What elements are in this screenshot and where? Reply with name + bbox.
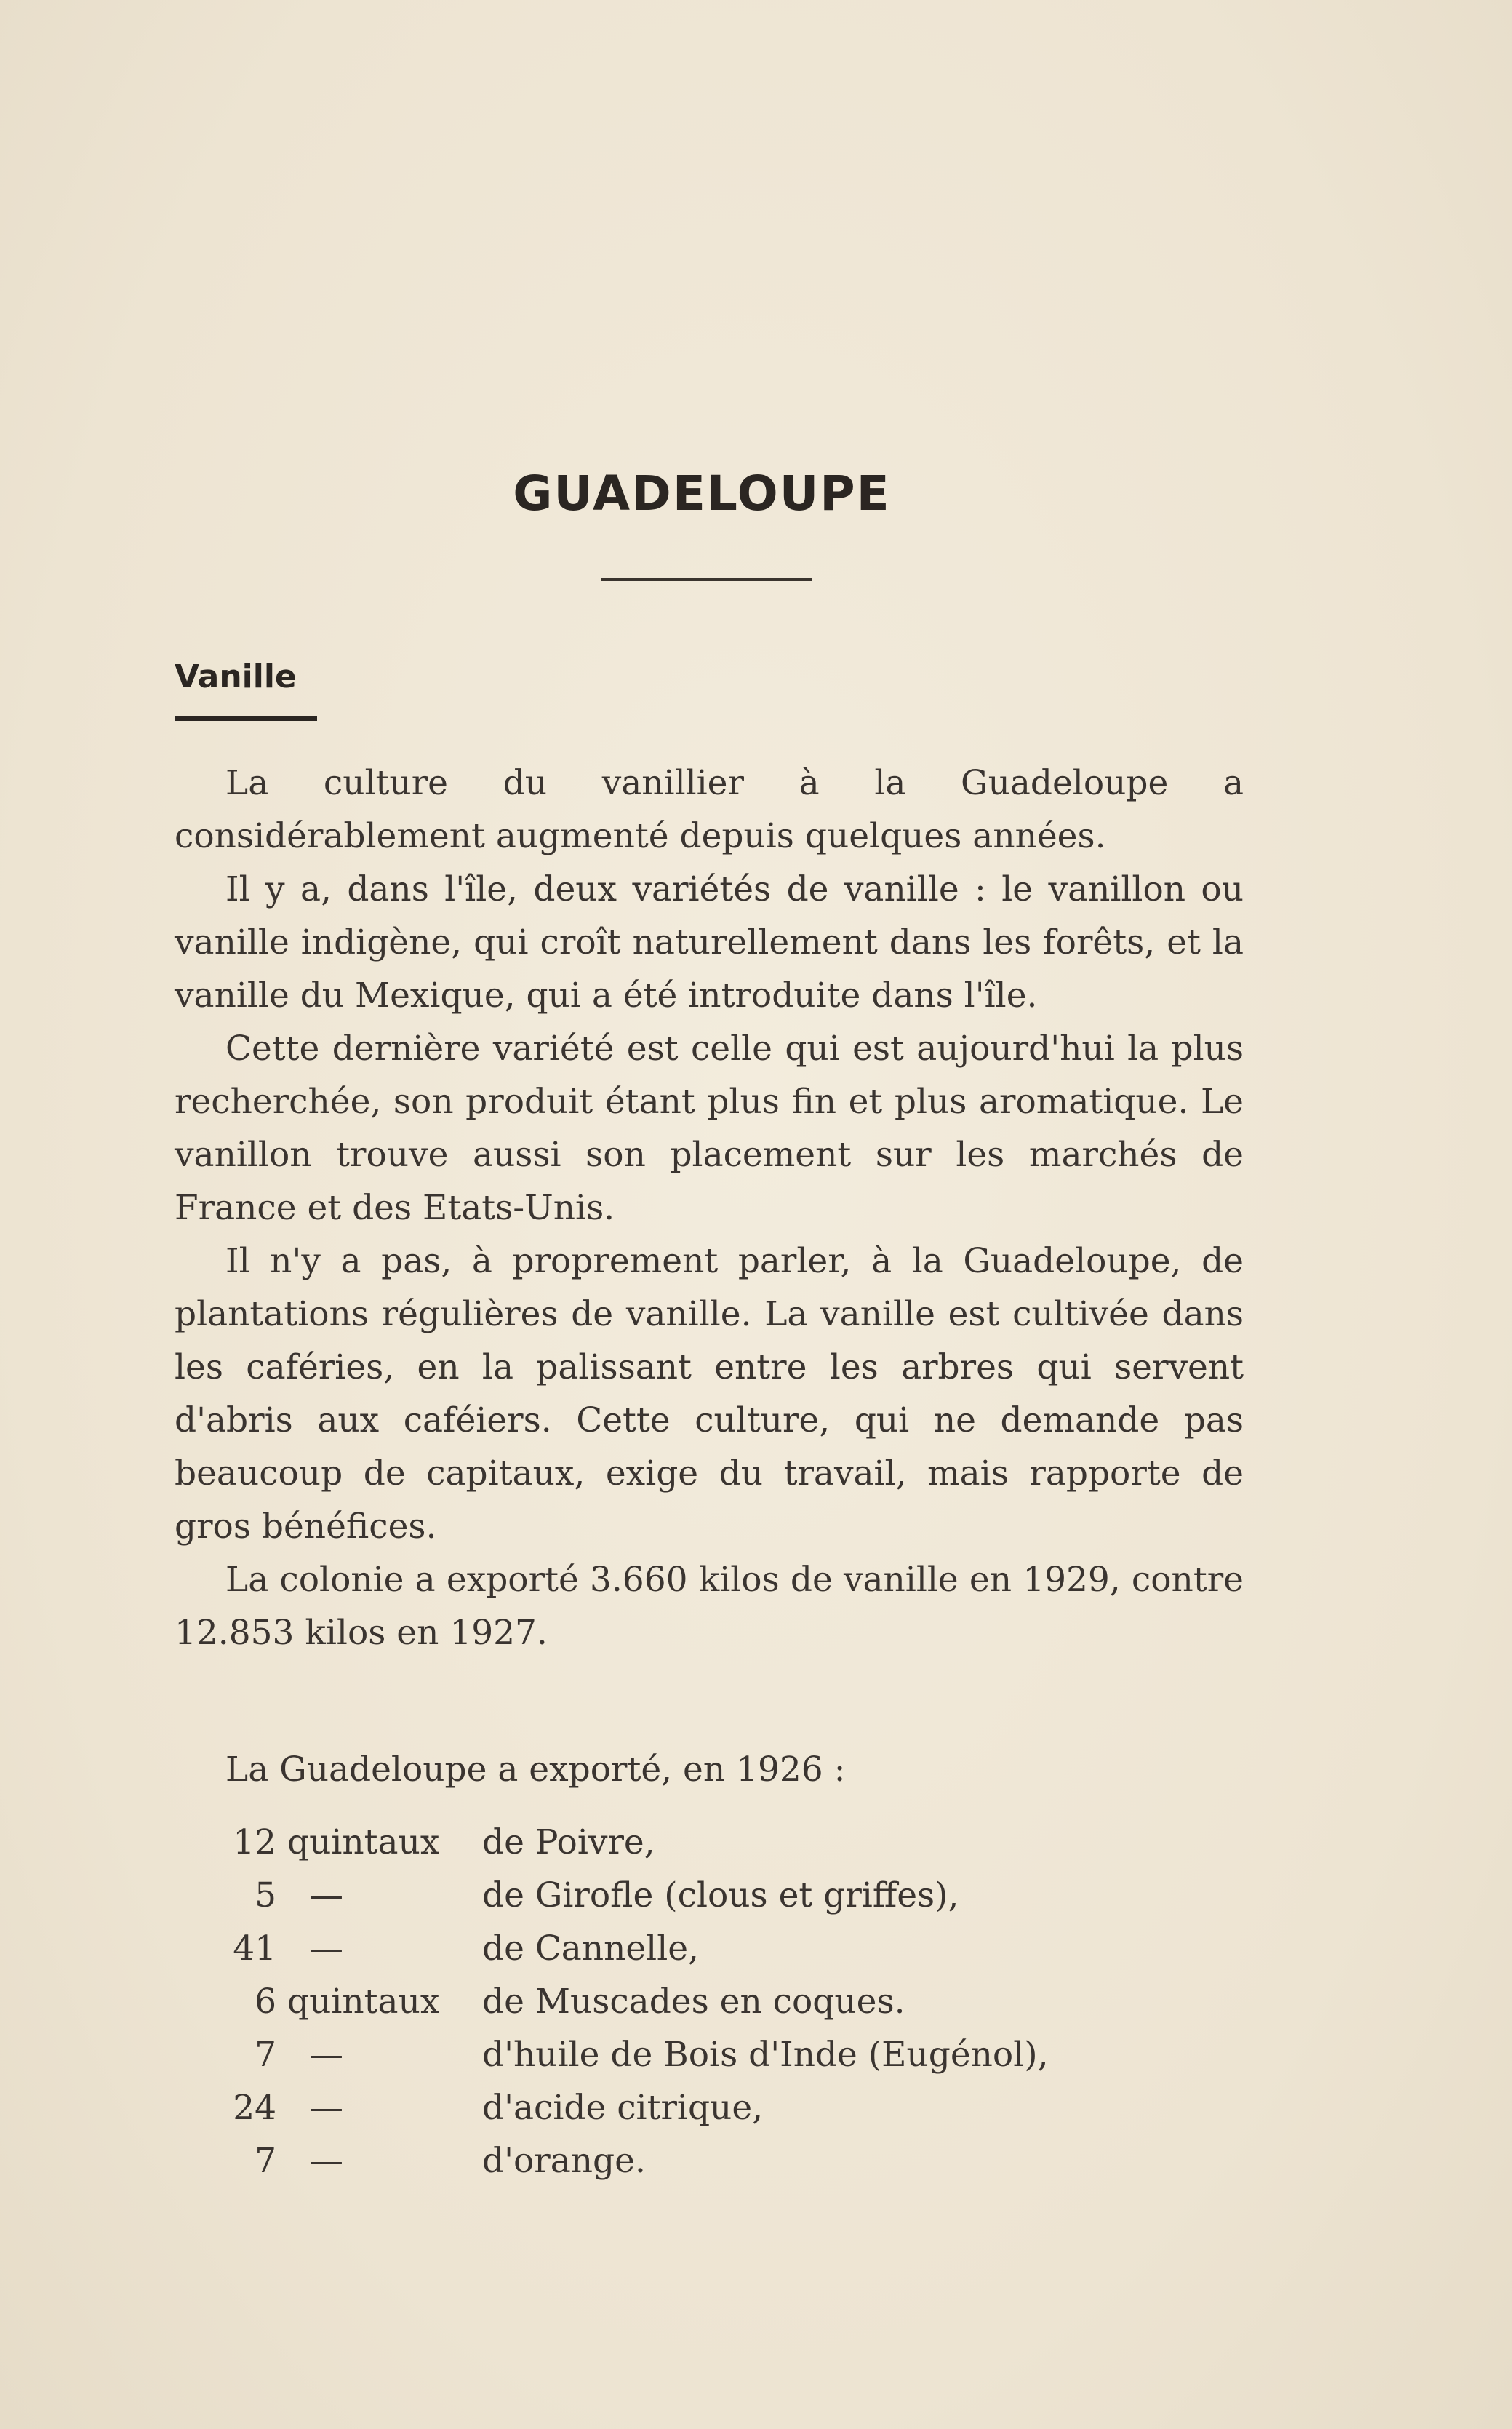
export-product: de Poivre,	[482, 1822, 655, 1862]
export-product: de Girofle (clous et griffes),	[482, 1875, 959, 1915]
export-row	[0, 1822, 1512, 1875]
export-quantity: 6	[255, 1982, 276, 2022]
paragraph: La culture du vanillier à la Guadeloupe a considérablement augmenté depuis quelques années.	[175, 763, 1244, 856]
export-list	[0, 1822, 1512, 2194]
paragraph: Il y a, dans l'île, deux variétés de vanille : le vanillon ou vanille indigène, qui croît naturellement dans les forêts, et la vanille du Mexique, qui a été introduite dans l'île.	[175, 869, 1244, 1016]
export-row	[0, 2141, 1512, 2194]
export-unit: quintaux	[287, 1822, 440, 1862]
export-unit: —	[309, 1875, 343, 1915]
export-product: d'huile de Bois d'Inde (Eugénol),	[482, 2035, 1049, 2075]
paragraph: Cette dernière variété est celle qui est aujourd'hui la plus recherchée, son produit étant plus fin et plus aromatique. Le vanillon trouve aussi son placement sur les marchés de France et des Etats-Unis.	[175, 1029, 1244, 1228]
export-quantity: 7	[255, 2035, 276, 2075]
body-text	[175, 757, 1244, 1659]
export-intro: La Guadeloupe a exporté, en 1926 :	[225, 1750, 846, 1790]
export-row	[0, 1875, 1512, 1929]
export-quantity: 24	[233, 2088, 276, 2128]
export-row	[0, 2035, 1512, 2088]
export-product: de Cannelle,	[482, 1929, 699, 1969]
paragraph: Il n'y a pas, à proprement parler, à la Guadeloupe, de plantations régulières de vanille. La vanille est cultivée dans les caféries, en la palissant entre les arbres qui servent d'abris aux caféiers. Cette culture, qui ne demande pas beaucoup de capitaux, exige du travail, mais rapporte de gros bénéfices.	[175, 1241, 1244, 1547]
section-heading: Vanille	[175, 658, 297, 695]
export-unit: quintaux	[287, 1982, 440, 2022]
export-row	[0, 1929, 1512, 1982]
export-quantity: 12	[233, 1822, 276, 1862]
paragraph: La colonie a exporté 3.660 kilos de vanille en 1929, contre 12.853 kilos en 1927.	[175, 1560, 1244, 1653]
export-quantity: 7	[255, 2141, 276, 2181]
export-unit: —	[309, 1929, 343, 1969]
export-product: d'orange.	[482, 2141, 646, 2181]
export-row	[0, 1982, 1512, 2035]
export-quantity: 41	[233, 1929, 276, 1969]
export-unit: —	[309, 2035, 343, 2075]
export-row	[0, 2088, 1512, 2141]
export-product: de Muscades en coques.	[482, 1982, 905, 2022]
title-divider	[601, 578, 812, 581]
export-product: d'acide citrique,	[482, 2088, 764, 2128]
export-unit: —	[309, 2141, 343, 2181]
export-unit: —	[309, 2088, 343, 2128]
section-underline	[175, 716, 317, 721]
export-quantity: 5	[255, 1875, 276, 1915]
page-title: GUADELOUPE	[513, 466, 891, 522]
